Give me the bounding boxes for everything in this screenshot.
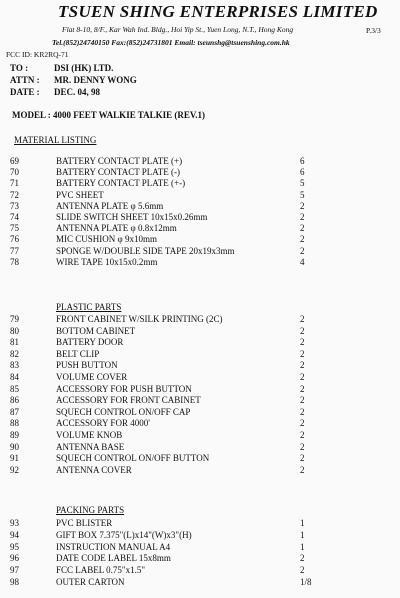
item-quantity: 2	[300, 430, 305, 440]
item-description: GIFT BOX 7.375"(L)x14"(W)x3"(H)	[56, 529, 192, 540]
company-address: Flat 8-10, 8/F., Kar Wah Ind. Bldg., Hoi Yip St., Yuen Long, N.T., Hong Kong	[62, 25, 294, 34]
item-quantity: 1/8	[300, 577, 312, 587]
to-label: TO :	[10, 63, 29, 73]
plastic-parts-title: PLASTIC PARTS	[56, 302, 122, 312]
item-number: 96	[10, 553, 19, 564]
item-description: ACCESSORY FOR FRONT CABINET	[56, 395, 201, 406]
item-quantity: 2	[300, 565, 305, 576]
item-quantity: 2	[300, 245, 305, 256]
item-description: BELT CLIP	[56, 348, 100, 359]
item-quantity: 2	[300, 337, 305, 348]
to-value: DSI (HK) LTD.	[54, 63, 114, 73]
item-description: SPONGE W/DOUBLE SIDE TAPE 20x19x3mm	[56, 245, 235, 256]
item-description: WIRE TAPE 10x15x0.2mm	[56, 256, 158, 267]
item-quantity: 2	[300, 453, 305, 464]
item-description: VOLUME COVER	[56, 372, 128, 382]
item-quantity: 2	[300, 395, 305, 406]
item-description: PVC SHEET	[56, 189, 104, 200]
attn-value: MR. DENNY WONG	[54, 75, 137, 85]
item-quantity: 1	[300, 541, 305, 552]
item-quantity: 2	[300, 441, 305, 452]
item-number: 78	[10, 256, 19, 267]
item-quantity: 1	[300, 529, 305, 540]
item-quantity: 5	[300, 178, 305, 189]
item-description: BATTERY CONTACT PLATE (+)	[56, 156, 183, 166]
date-line	[10, 87, 100, 97]
item-quantity: 2	[300, 234, 305, 245]
date-label: DATE :	[10, 87, 40, 97]
item-quantity: 2	[300, 325, 305, 336]
item-description: ACCESSORY FOR 4000'	[56, 418, 150, 429]
item-number: 84	[10, 372, 19, 382]
item-quantity: 2	[300, 348, 305, 359]
fax-reference: FCC ID: KR2RQ-71	[6, 50, 69, 59]
item-number: 92	[10, 464, 19, 475]
item-description: OUTER CARTON	[56, 577, 125, 587]
item-quantity: 1	[300, 518, 305, 528]
item-quantity: 2	[300, 418, 305, 429]
item-number: 89	[10, 430, 19, 440]
item-quantity: 2	[300, 464, 305, 475]
item-number: 75	[10, 223, 19, 234]
item-quantity: 6	[300, 156, 305, 166]
item-number: 74	[10, 212, 19, 222]
item-number: 79	[10, 314, 19, 324]
item-quantity: 2	[300, 212, 305, 222]
packing-parts-title: PACKING PARTS	[56, 505, 125, 515]
item-description: BATTERY DOOR	[56, 337, 124, 348]
company-name: TSUEN SHING ENTERPRISES LIMITED	[58, 2, 378, 21]
item-number: 71	[10, 178, 19, 189]
item-description: BATTERY CONTACT PLATE (+-)	[56, 178, 186, 189]
item-number: 95	[10, 541, 19, 552]
item-number: 90	[10, 441, 19, 452]
item-quantity: 2	[300, 553, 305, 564]
item-number: 69	[10, 156, 19, 166]
item-description: SQUECH CONTROL ON/OFF CAP	[56, 406, 191, 417]
company-contact: Tel.(852)24740150 Fax:(852)24731801 Email: tseunshg@tsuenshing.com.hk	[52, 38, 290, 47]
item-description: FCC LABEL 0.75"x1.5"	[56, 565, 146, 576]
item-description: FRONT CABINET W/SILK PRINTING (2C)	[56, 314, 223, 324]
attn-label: ATTN :	[10, 75, 40, 85]
item-quantity: 2	[300, 314, 305, 324]
item-quantity: 5	[300, 189, 305, 200]
item-description: ANTENNA BASE	[56, 441, 125, 452]
item-number: 98	[10, 577, 19, 587]
item-description: ANTENNA PLATE φ 5.6mm	[56, 200, 164, 211]
date-value: DEC. 04, 98	[54, 87, 101, 97]
item-quantity: 4	[300, 256, 305, 267]
item-description: DATE CODE LABEL 15x8mm	[56, 553, 171, 564]
attn-line	[10, 75, 137, 85]
item-number: 93	[10, 518, 19, 528]
item-number: 97	[10, 565, 19, 576]
item-quantity: 2	[300, 372, 305, 382]
item-quantity: 2	[300, 200, 305, 211]
item-description: VOLUME KNOB	[56, 430, 123, 440]
item-description: ANTENNA COVER	[56, 464, 132, 475]
item-number: 86	[10, 395, 19, 406]
material-listing-title: MATERIAL LISTING	[14, 135, 97, 145]
item-description: MIC CUSHION φ 9x10mm	[56, 234, 157, 245]
item-description: BATTERY CONTACT PLATE (-)	[56, 167, 181, 178]
model-line: MODEL : 4000 FEET WALKIE TALKIE (REV.1)	[12, 110, 205, 120]
item-description: BOTTOM CABINET	[56, 325, 136, 336]
item-description: ANTENNA PLATE φ 0.8x12mm	[56, 223, 177, 234]
item-number: 87	[10, 406, 19, 417]
item-description: PVC BLISTER	[56, 518, 113, 528]
page-number: P.3/3	[366, 26, 381, 35]
item-number: 82	[10, 348, 19, 359]
item-number: 81	[10, 337, 19, 348]
to-line	[10, 63, 113, 73]
item-number: 88	[10, 418, 19, 429]
item-number: 72	[10, 189, 19, 200]
item-number: 85	[10, 383, 19, 394]
item-quantity: 2	[300, 223, 305, 234]
item-quantity: 6	[300, 167, 305, 178]
item-number: 91	[10, 453, 19, 464]
item-quantity: 2	[300, 383, 305, 394]
item-quantity: 2	[300, 360, 305, 371]
item-description: SLIDE SWITCH SHEET 10x15x0.26mm	[56, 212, 208, 222]
item-quantity: 2	[300, 406, 305, 417]
item-number: 76	[10, 234, 19, 245]
item-number: 80	[10, 325, 19, 336]
item-number: 70	[10, 167, 19, 178]
item-number: 83	[10, 360, 19, 371]
item-description: INSTRUCTION MANUAL A4	[56, 541, 171, 552]
item-description: ACCESSORY FOR PUSH BUTTON	[56, 383, 192, 394]
item-description: SQUECH CONTROL ON/OFF BUTTON	[56, 453, 210, 464]
item-description: PUSH BUTTON	[56, 360, 118, 371]
item-number: 94	[10, 529, 19, 540]
item-number: 77	[10, 245, 19, 256]
item-number: 73	[10, 200, 19, 211]
